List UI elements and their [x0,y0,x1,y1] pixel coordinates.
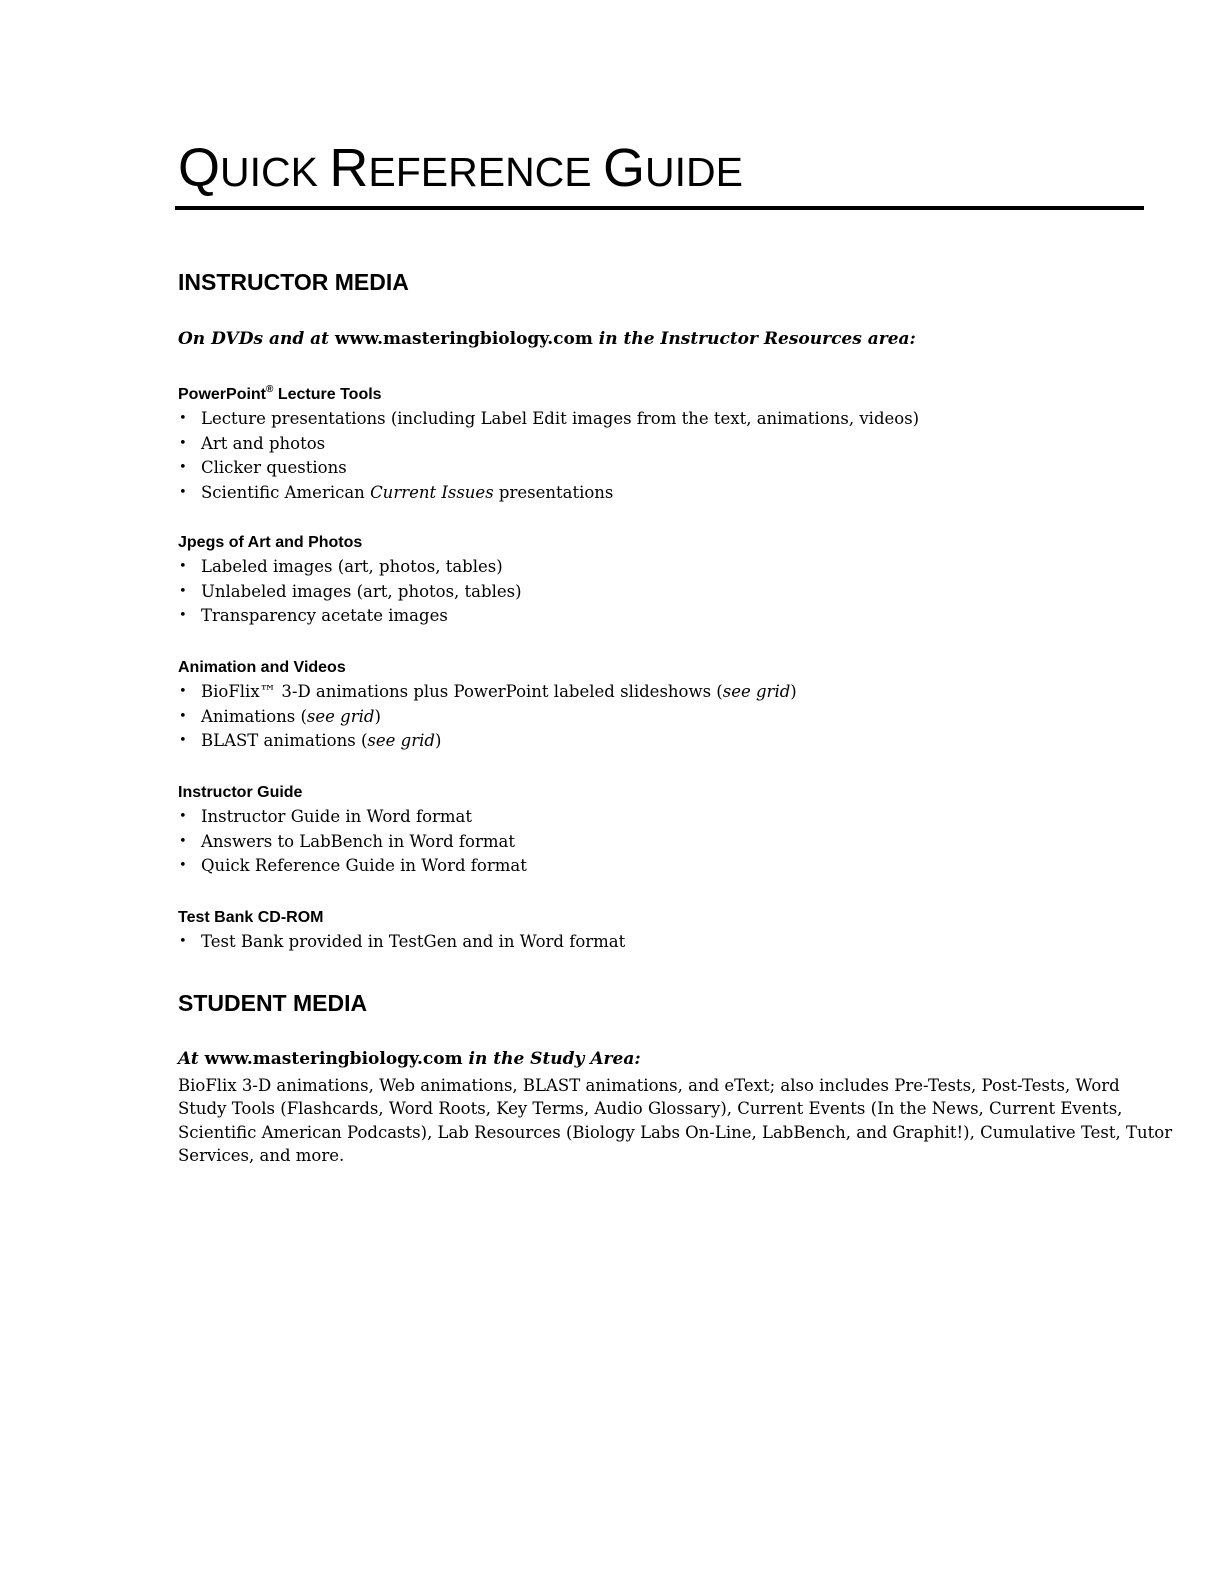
bullet-icon: • [179,435,187,451]
list-item: • Clicker questions [178,456,1144,481]
bullet-icon: • [179,583,187,599]
list-item: • Art and photos [178,432,1144,457]
list-item: • Test Bank provided in TestGen and in Word format [178,930,1144,955]
list-item: • Quick Reference Guide in Word format [178,854,1144,879]
bullet-icon: • [179,411,187,426]
paragraph-line: Study Tools (Flashcards, Word Roots, Key Terms, Audio Glossary), Current Events (In the News, Current Events, [178,1099,1123,1119]
list-item: • BioFlix™ 3-D animations plus PowerPoint labeled slideshows (see grid) [178,680,1144,705]
list-item: • Instructor Guide in Word format [178,805,1144,830]
paragraph-line: Scientific American Podcasts), Lab Resources (Biology Labs On-Line, LabBench, and Graphit!), Cumulative Test, Tutor [178,1122,1173,1142]
group-animation-and-videos [178,656,1144,754]
list-item: • Animations (see grid) [178,705,1144,730]
document-page [178,130,1173,1165]
bullet-icon: • [179,559,187,574]
bullet-list [178,805,1144,879]
bullet-list [178,930,1144,955]
bullet-list [178,407,1144,506]
bullet-icon: • [179,858,187,874]
site-link: www.masteringbiology.com [334,329,593,349]
bullet-icon: • [179,934,187,949]
list-item: • Labeled images (art, photos, tables) [178,555,1144,580]
site-link: www.masteringbiology.com [204,1049,463,1069]
title-divider [175,206,1144,210]
bullet-icon: • [179,684,187,699]
bullet-icon: • [179,809,187,824]
group-jpegs-of-art-and-photos [178,531,1144,629]
bullet-list [178,680,1144,754]
list-item: • Lecture presentations (including Label Edit images from the text, animations, videos) [178,407,1144,432]
paragraph-line: Services, and more. [178,1145,345,1165]
bullet-icon: • [179,733,187,749]
bullet-icon: • [179,485,187,501]
bullet-icon: • [179,708,187,724]
page-title: QUICK REFERENCE GUIDE [178,138,744,198]
group-title: Instructor Guide [178,784,303,801]
paragraph-line: BioFlix 3-D animations, Web animations, BLAST animations, and eText; also includes Pre-Tests, Post-Tests, Word [178,1076,1120,1095]
student-intro: At www.masteringbiology.com in the Study Area: [178,1049,641,1069]
group-powerpoint-lecture-tools [178,383,1144,506]
student-media-description [178,1074,1173,1167]
bullet-list [178,555,1144,629]
bullet-icon: • [179,608,187,624]
group-title: PowerPoint® Lecture Tools [178,384,382,403]
instructor-intro: On DVDs and at www.masteringbiology.com in the Instructor Resources area: [178,329,916,349]
bullet-icon: • [179,833,187,849]
list-item: • Answers to LabBench in Word format [178,830,1144,855]
list-item: • BLAST animations (see grid) [178,729,1144,754]
group-title: Jpegs of Art and Photos [178,534,363,551]
section-heading-instructor-media: INSTRUCTOR MEDIA [178,269,409,295]
group-instructor-guide [178,781,1144,879]
group-test-bank-cd-rom [178,906,1144,955]
list-item: • Scientific American Current Issues presentations [178,481,1144,506]
group-title: Test Bank CD-ROM [178,909,324,926]
group-title: Animation and Videos [178,659,346,676]
list-item: • Unlabeled images (art, photos, tables) [178,580,1144,605]
section-heading-student-media: STUDENT MEDIA [178,990,368,1016]
list-item: • Transparency acetate images [178,604,1144,629]
bullet-icon: • [179,460,187,476]
